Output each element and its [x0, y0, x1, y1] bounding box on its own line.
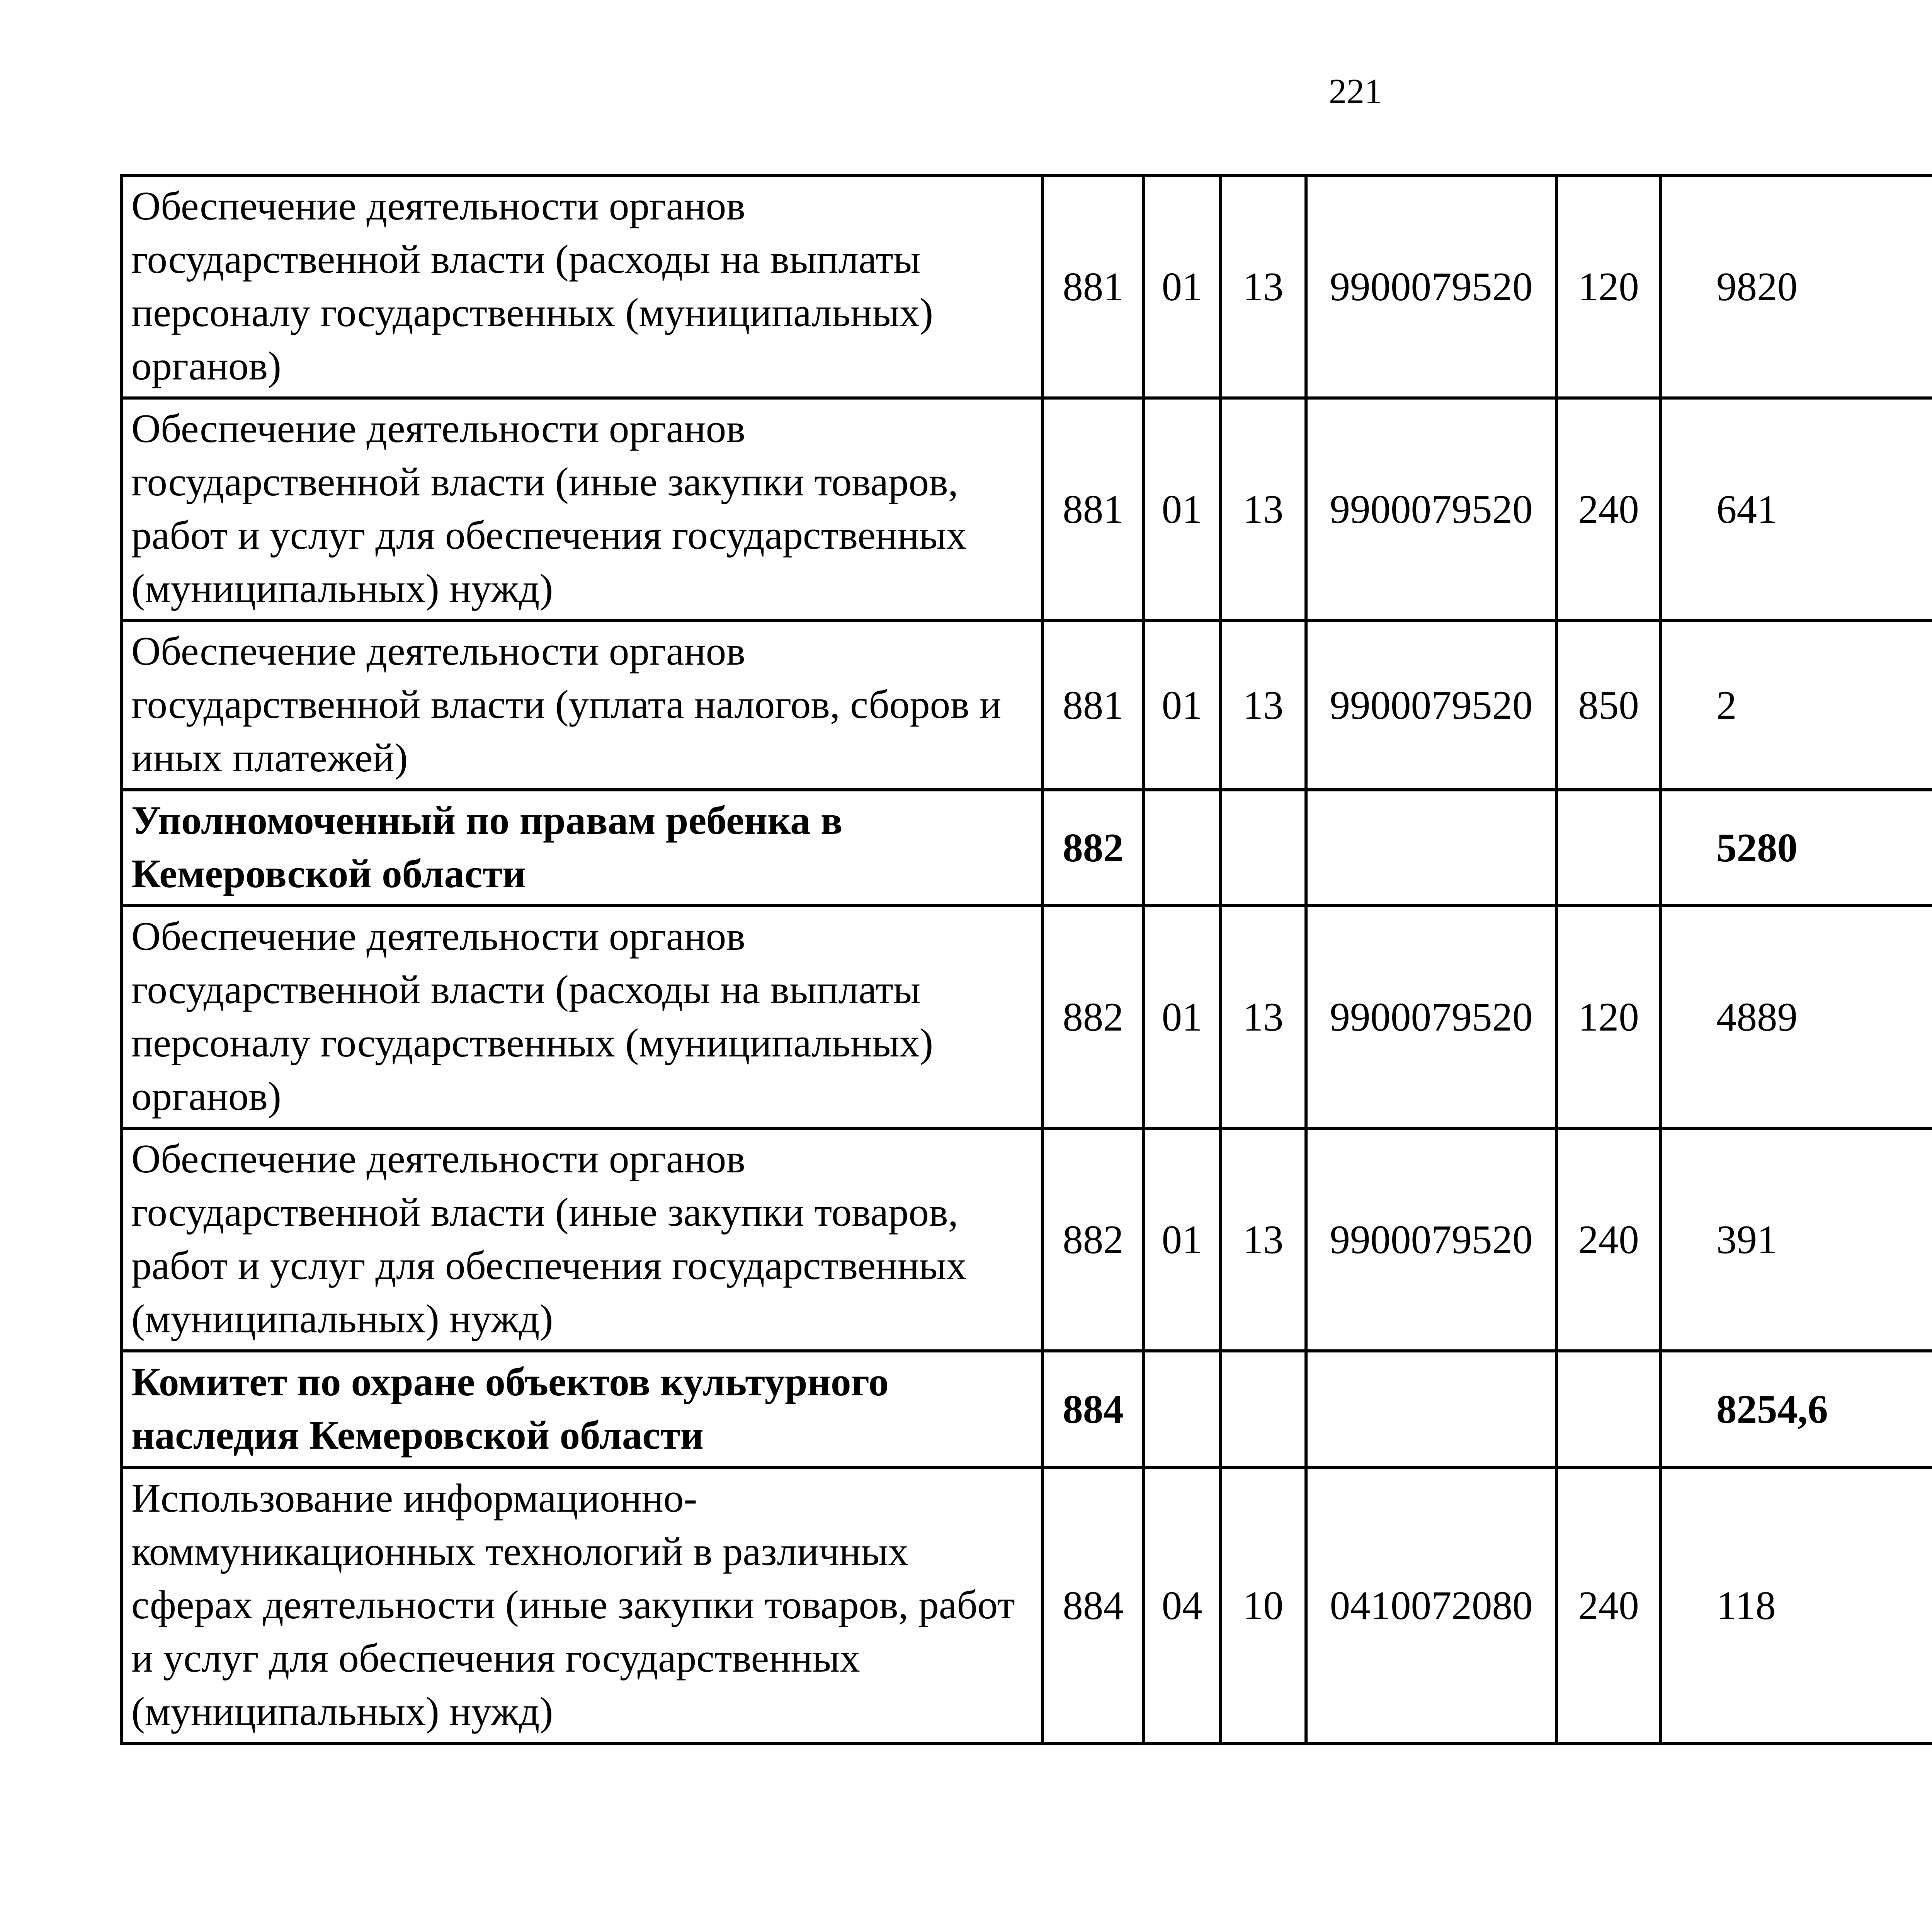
row-csr: 0410072080 [1306, 1468, 1556, 1744]
row-vr: 120 [1556, 906, 1661, 1128]
row-csr [1306, 1351, 1556, 1468]
row-vr: 240 [1556, 1128, 1661, 1351]
row-name: Обеспечение деятельности органов государственной власти (расходы на выплаты персоналу государственных (муниципальных) органов) [121, 906, 1043, 1128]
row-rz [1144, 790, 1220, 906]
table-row [121, 1128, 1932, 1351]
row-sum-1: 391 [1661, 1128, 1932, 1351]
row-sum-1: 118 [1661, 1468, 1932, 1744]
row-vr [1556, 1351, 1661, 1468]
table-row [121, 1468, 1932, 1744]
row-rz: 01 [1144, 1128, 1220, 1351]
row-rz: 01 [1144, 621, 1220, 790]
row-pr [1220, 790, 1306, 906]
row-glav: 881 [1043, 621, 1144, 790]
row-csr: 9900079520 [1306, 398, 1556, 621]
row-name: Обеспечение деятельности органов государственной власти (расходы на выплаты персоналу государственных (муниципальных) органов) [121, 175, 1043, 398]
row-csr [1306, 790, 1556, 906]
row-rz: 01 [1144, 175, 1220, 398]
row-vr: 120 [1556, 175, 1661, 398]
row-sum-1: 5280 [1661, 790, 1932, 906]
row-pr: 13 [1220, 1128, 1306, 1351]
row-sum-1: 2 [1661, 621, 1932, 790]
row-name: Использование информационно-коммуникационных технологий в различных сферах деятельности (иные закупки товаров, работ и услуг для обеспечения государственных (муниципальных) нужд) [121, 1468, 1043, 1744]
row-glav: 881 [1043, 398, 1144, 621]
row-rz: 01 [1144, 906, 1220, 1128]
row-rz: 01 [1144, 398, 1220, 621]
row-vr: 240 [1556, 1468, 1661, 1744]
row-rz [1144, 1351, 1220, 1468]
budget-table [120, 174, 1932, 1745]
row-pr [1220, 1351, 1306, 1468]
table-row-section [121, 790, 1932, 906]
row-vr: 240 [1556, 398, 1661, 621]
table-row [121, 398, 1932, 621]
row-vr: 850 [1556, 621, 1661, 790]
row-glav: 882 [1043, 1128, 1144, 1351]
row-name: Обеспечение деятельности органов государственной власти (уплата налогов, сборов и иных платежей) [121, 621, 1043, 790]
row-csr: 9900079520 [1306, 1128, 1556, 1351]
row-vr [1556, 790, 1661, 906]
table-row [121, 175, 1932, 398]
table-row [121, 621, 1932, 790]
row-name: Уполномоченный по правам ребенка в Кемеровской области [121, 790, 1043, 906]
row-csr: 9900079520 [1306, 621, 1556, 790]
row-csr: 9900079520 [1306, 175, 1556, 398]
row-csr: 9900079520 [1306, 906, 1556, 1128]
row-pr: 10 [1220, 1468, 1306, 1744]
row-sum-1: 8254,6 [1661, 1351, 1932, 1468]
row-sum-1: 641 [1661, 398, 1932, 621]
row-pr: 13 [1220, 175, 1306, 398]
row-sum-1: 4889 [1661, 906, 1932, 1128]
row-glav: 884 [1043, 1351, 1144, 1468]
row-pr: 13 [1220, 621, 1306, 790]
row-name: Обеспечение деятельности органов государственной власти (иные закупки товаров, работ и услуг для обеспечения государственных (муниципальных) нужд) [121, 398, 1043, 621]
table-row [121, 906, 1932, 1128]
row-name: Комитет по охране объектов культурного наследия Кемеровской области [121, 1351, 1043, 1468]
page-number: 221 [1329, 71, 1382, 111]
row-pr: 13 [1220, 906, 1306, 1128]
row-glav: 882 [1043, 906, 1144, 1128]
row-name: Обеспечение деятельности органов государственной власти (иные закупки товаров, работ и услуг для обеспечения государственных (муниципальных) нужд) [121, 1128, 1043, 1351]
row-rz: 04 [1144, 1468, 1220, 1744]
row-glav: 884 [1043, 1468, 1144, 1744]
row-sum-1: 9820 [1661, 175, 1932, 398]
table-row-section [121, 1351, 1932, 1468]
row-glav: 882 [1043, 790, 1144, 906]
row-pr: 13 [1220, 398, 1306, 621]
row-glav: 881 [1043, 175, 1144, 398]
